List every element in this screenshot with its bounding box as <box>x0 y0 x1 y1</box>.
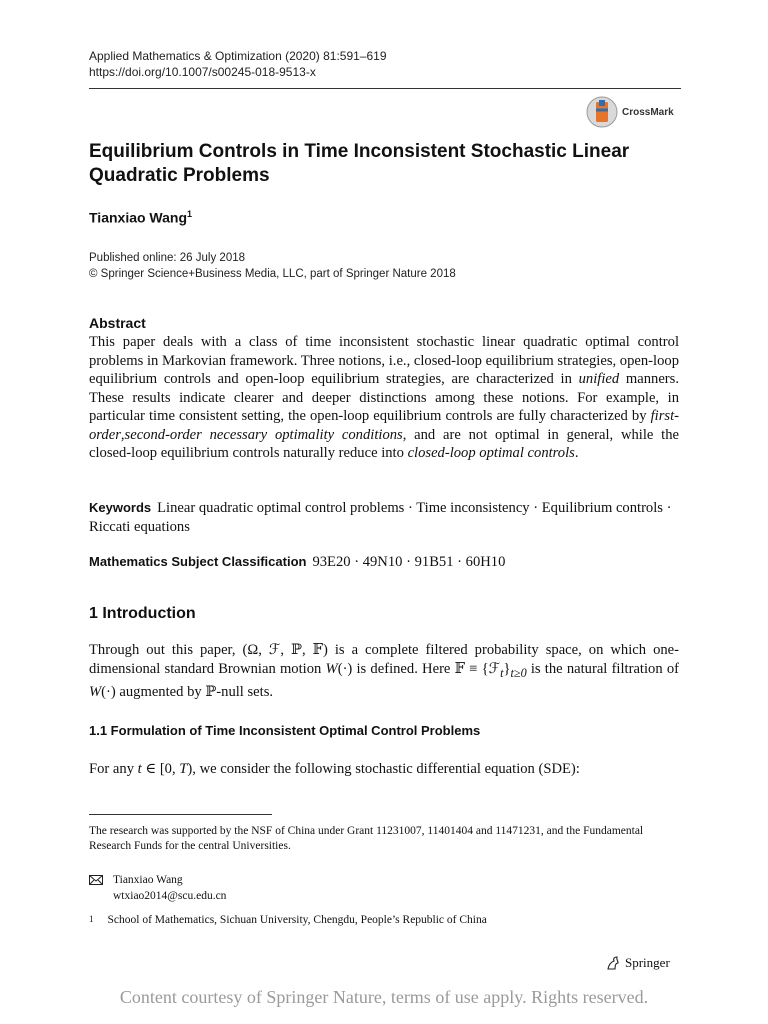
abstract-part: . <box>574 445 579 461</box>
contact-email[interactable]: wtxiao2014@scu.edu.cn <box>113 890 227 902</box>
abstract-emph: unified <box>578 371 620 387</box>
intro-math: t <box>500 665 504 680</box>
journal-citation: Applied Mathematics & Optimization (2020) 81:591–619 <box>89 49 387 63</box>
author-name: Tianxiao Wang <box>89 209 188 226</box>
msc-classification <box>89 554 679 571</box>
msc-codes: 93E20 · 49N10 · 91B51 · 60H10 <box>312 554 506 570</box>
abstract-emph: second-order necessary optimality conditions <box>124 426 403 443</box>
crossmark-badge[interactable] <box>586 96 674 128</box>
contact-name: Tianxiao Wang <box>113 874 183 886</box>
journal-header <box>89 48 387 80</box>
affiliation <box>89 914 487 926</box>
springer-logo <box>605 955 670 971</box>
sub-part: ∈ [0, <box>141 761 180 777</box>
footnote-rule <box>89 814 272 815</box>
sub-math: t <box>137 761 142 777</box>
intro-paragraph <box>89 641 679 702</box>
keywords <box>89 498 679 537</box>
intro-part: (·) is defined. Here 𝔽 ≡ {ℱ <box>337 661 501 677</box>
section-heading-introduction: 1 Introduction <box>89 605 196 622</box>
intro-part: Through out this paper, (Ω, ℱ, ℙ, 𝔽) is a complete filtered probability space, on which one-dimensional standard Brownian motion <box>89 642 679 677</box>
intro-math: W <box>89 683 102 700</box>
abstract-heading: Abstract <box>89 315 146 331</box>
doi-link[interactable]: https://doi.org/10.1007/s00245-018-9513-x <box>89 65 316 79</box>
keywords-text: Linear quadratic optimal control problems · Time inconsistency · Equilibrium controls · Riccati equations <box>89 500 672 535</box>
keywords-label: Keywords <box>89 500 152 515</box>
intro-part: is the natural filtration of <box>526 661 680 677</box>
intro-math: W <box>325 661 338 677</box>
affiliation-number: 1 <box>89 914 94 924</box>
envelope-icon <box>89 874 103 886</box>
corresponding-author <box>89 872 226 904</box>
springer-horse-icon <box>605 955 621 971</box>
crossmark-icon <box>586 96 618 128</box>
subsection-heading: 1.1 Formulation of Time Inconsistent Optimal Control Problems <box>89 723 481 738</box>
abstract-part: manners. These results indicate clearer and deeper distinctions among these notions. For example, in particular time consistent setting, the open-loop equilibrium controls are fully characterized by <box>89 371 679 424</box>
funding-footnote: The research was supported by the NSF of China under Grant 11231007, 11401404 and 11471231, and the Fundamental Research Funds for the central Universities. <box>89 825 644 852</box>
intro-math: t≥0 <box>510 665 527 680</box>
abstract-part: This paper deals with a class of time inconsistent stochastic linear quadratic optimal control problems in Markovian framework. Three notions, i.e., closed-loop equilibrium strategies, open-loop equilibrium controls and open-loop equilibrium strategies, are characterized in <box>89 334 679 387</box>
abstract-part: , and are not optimal in general, while the closed-loop equilibrium controls naturally reduce into <box>89 426 679 461</box>
author-line <box>89 209 192 226</box>
abstract-text <box>89 333 679 463</box>
abstract-emph: first-order <box>89 408 679 443</box>
copyright-line: © Springer Science+Business Media, LLC, part of Springer Nature 2018 <box>89 268 456 280</box>
courtesy-watermark: Content courtesy of Springer Nature, terms of use apply. Rights reserved. <box>119 987 649 1007</box>
intro-part: } <box>503 661 511 677</box>
abstract-part: , <box>120 426 125 443</box>
crossmark-label: CrossMark <box>622 106 674 118</box>
sub-part: ), we consider the following stochastic differential equation (SDE): <box>187 761 580 777</box>
publication-info <box>89 250 456 282</box>
author-affil-mark: 1 <box>187 209 193 219</box>
sub-part: For any <box>89 761 138 777</box>
msc-label: Mathematics Subject Classification <box>89 554 307 569</box>
springer-label: Springer <box>625 955 670 970</box>
article-title: Equilibrium Controls in Time Inconsistent Stochastic Linear Quadratic Problems <box>89 141 630 186</box>
header-rule <box>89 88 681 89</box>
abstract-emph: closed-loop optimal controls <box>407 445 575 461</box>
intro-part: (·) augmented by ℙ-null sets. <box>101 683 274 700</box>
affiliation-text: School of Mathematics, Sichuan University, Chengdu, People’s Republic of China <box>107 914 487 926</box>
subsection-paragraph <box>89 760 679 778</box>
sub-math: T <box>179 761 188 777</box>
published-date: Published online: 26 July 2018 <box>89 252 246 264</box>
